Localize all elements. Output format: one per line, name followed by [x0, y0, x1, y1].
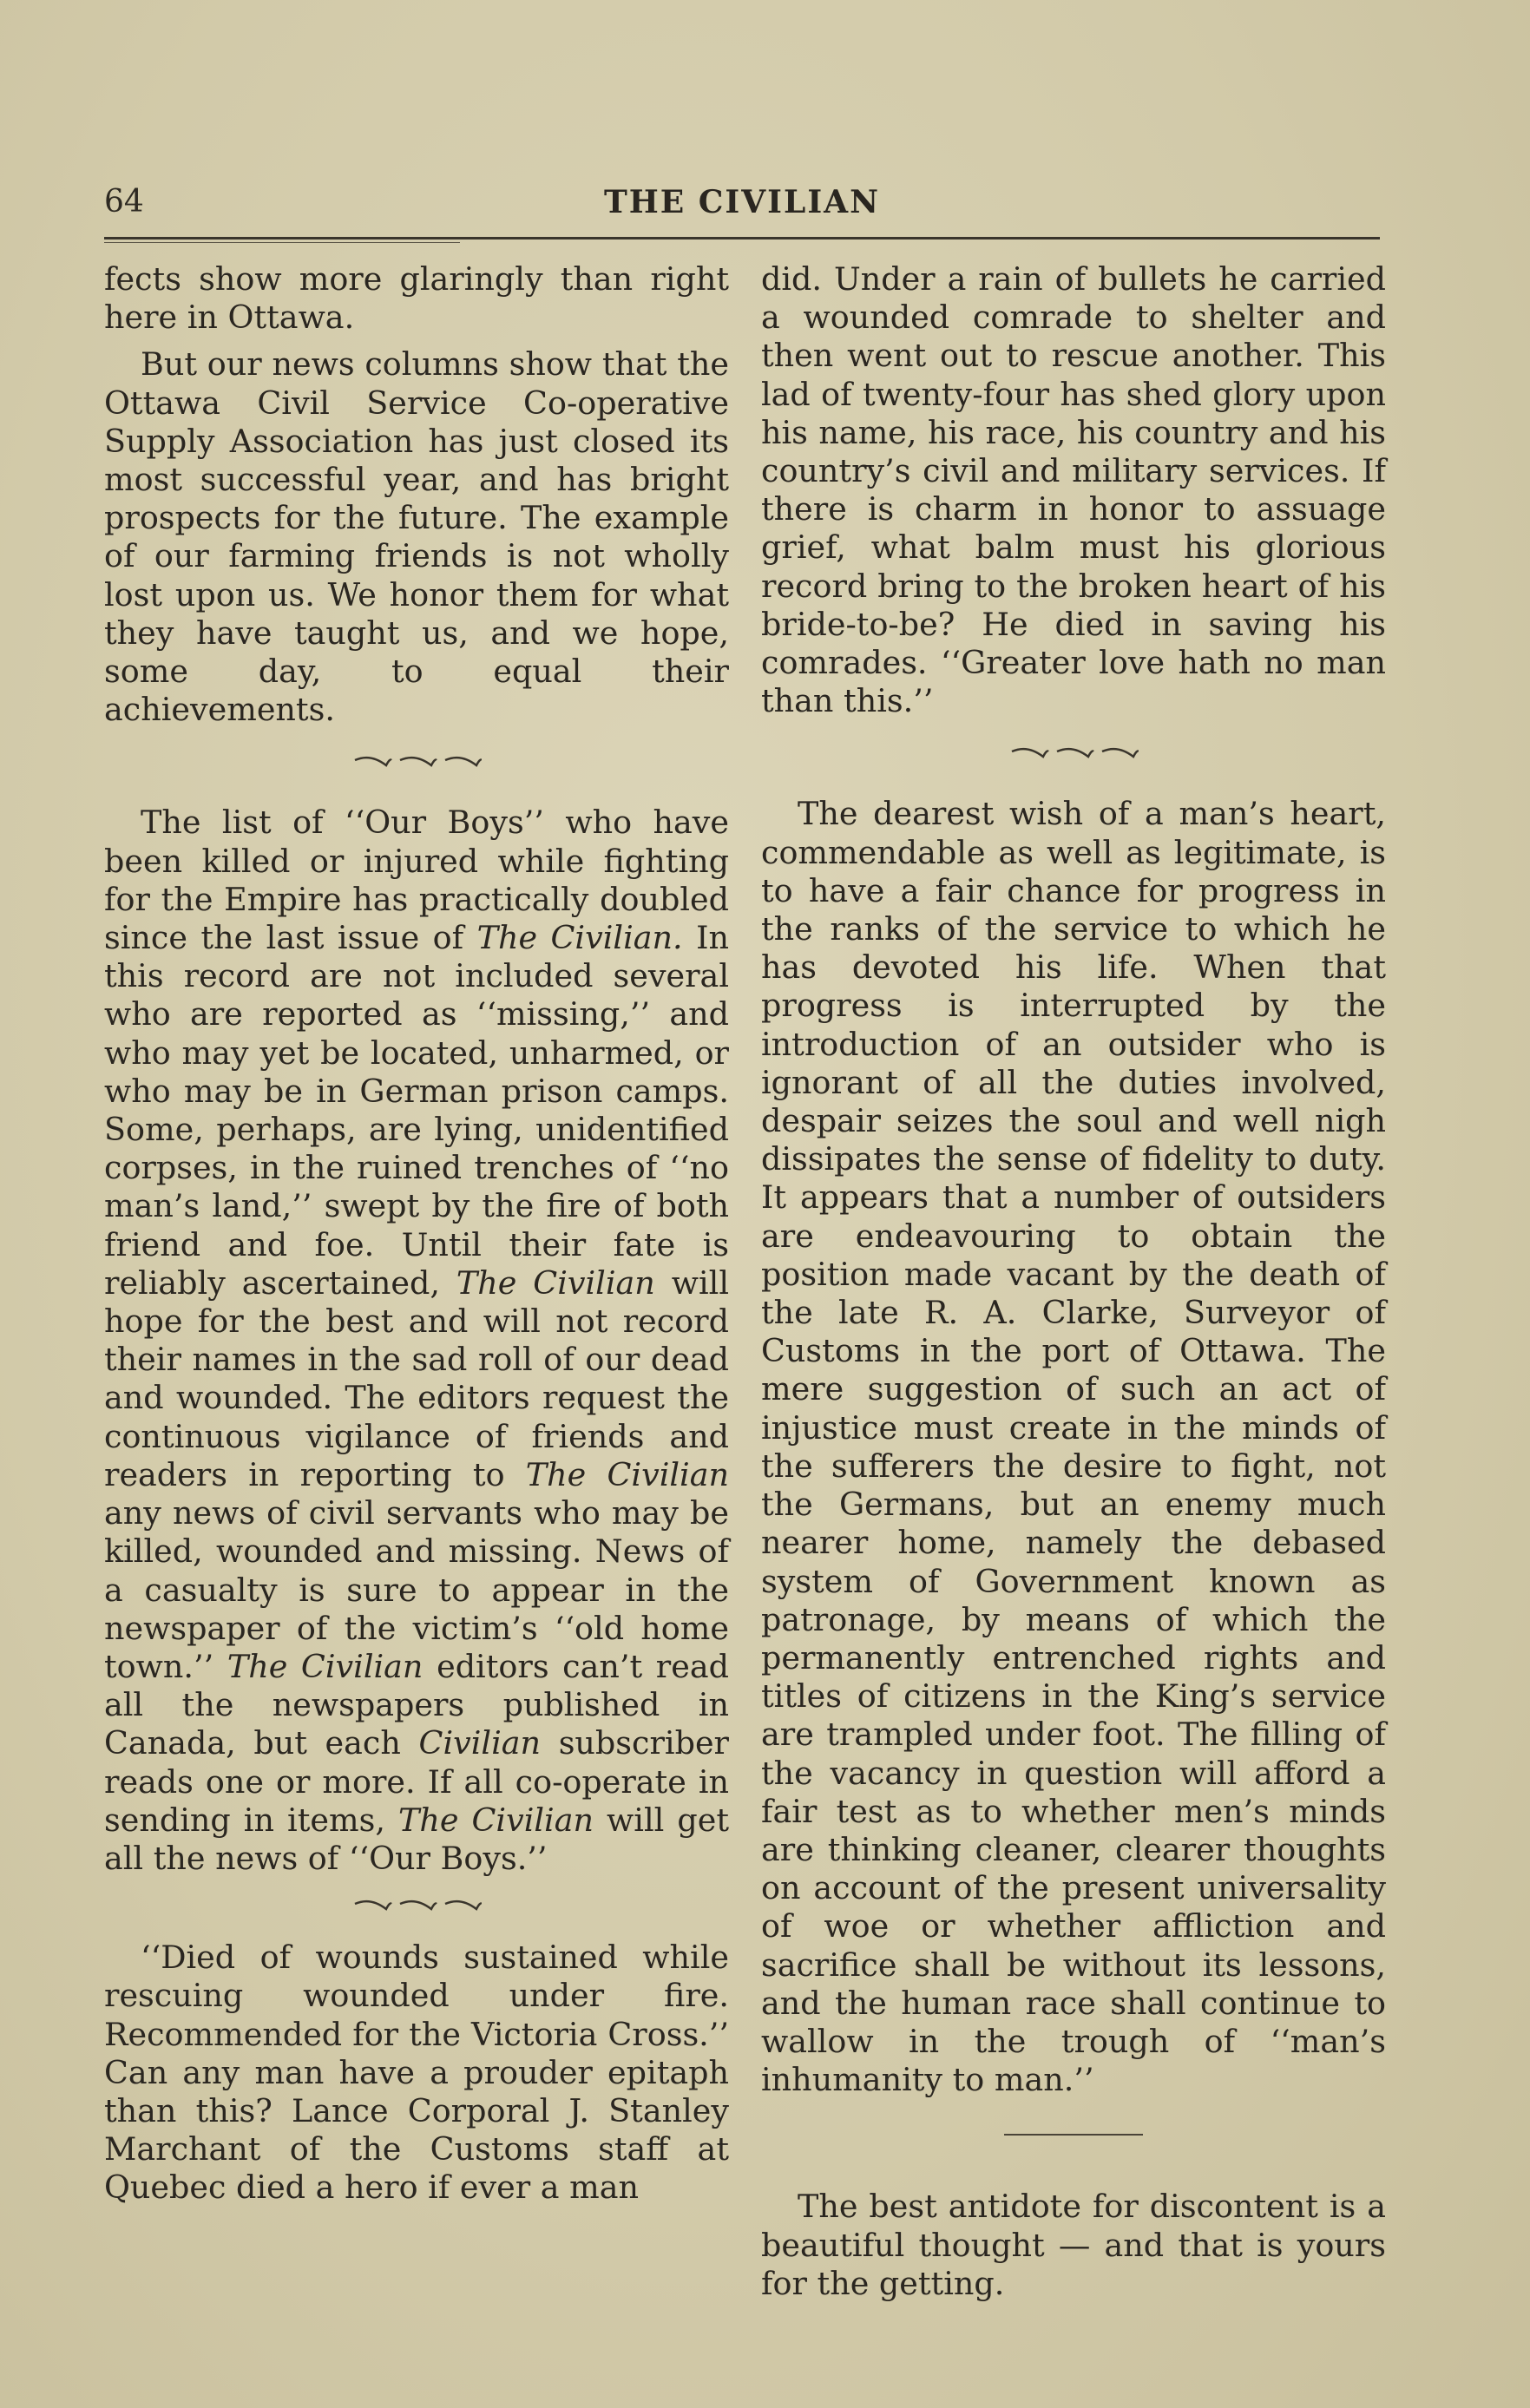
p3-text-i: editors can’t read all the newspapers published in Canada, but each — [104, 1647, 729, 1762]
page-number: 64 — [104, 184, 144, 220]
section-ornament — [104, 741, 729, 783]
p3-text-a: The list of ‘‘Our Boys’’ who have been killed or injured while fighting for the Empire has practically doubled since the last issue of — [104, 804, 729, 957]
wave-ornament-icon — [351, 751, 482, 772]
left-column — [104, 260, 729, 2208]
section-ornament — [761, 732, 1386, 774]
p3-italic-h: The Civilian — [227, 1647, 424, 1685]
p3-text-c: In this record are not included several who are reported as ‘‘missing,’’ and who may yet be located, unharmed, or who may be in German prison camps. Some, perhaps, are lying, unidentified corpses, in the ruined trenches of ‘‘no man’s land,’’ swept by the fire of both friend and foe. Until their fate is reliably ascertained, — [104, 919, 730, 1302]
right-paragraph-1: did. Under a rain of bullets he carried a wounded comrade to shelter and then went out to rescue another. This lad of twenty-four has shed glory upon his name, his race, his country and his country’s civil and military services. If there is charm in honor to assuage grief, what balm must his glorious record bring to the broken heart of his bride-to-be? He died in saving his comrades. ‘‘Greater love hath no man than this.’’ — [761, 260, 1386, 720]
left-paragraph-1: fects show more glaringly than right here in Ottawa. — [104, 260, 729, 337]
p3-text-m: will get all the news of ‘‘Our Boys.’’ — [104, 1801, 729, 1877]
p3-italic-f: The Civilian — [525, 1455, 729, 1493]
p3-italic-d: The Civilian — [456, 1263, 655, 1302]
left-paragraph-4: ‘‘Died of wounds sustained while rescuing wounded under fire. Recommended for the Victoria Cross.’’ Can any man have a prouder epitaph than this? Lance Corporal J. Stanley Marchant of the Customs staff at Quebec died a hero if ever a man — [104, 1939, 729, 2207]
p3-italic-j: Civilian — [418, 1724, 542, 1762]
p3-text-k: subscriber reads one or more. If all co-operate in sending in items, — [104, 1724, 730, 1839]
journal-title: THE CIVILIAN — [603, 184, 881, 220]
p3-italic-l: The Civilian — [397, 1801, 594, 1839]
left-paragraph-2: But our news columns show that the Ottawa Civil Service Co-operative Supply Association has just closed its most successful year, and has bright prospects for the future. The example of our farming friends is not wholly lost upon us. We honor them for what they have taught us, and we hope, some day, to equal their achievements. — [104, 345, 729, 729]
section-ornament — [104, 1885, 729, 1926]
p3-italic-b: The Civilian. — [476, 919, 683, 957]
wave-ornament-icon — [1008, 743, 1139, 764]
header-rule-thin — [104, 242, 460, 243]
header-rule — [104, 237, 1380, 239]
right-column — [761, 260, 1386, 2303]
page-header — [104, 180, 1380, 233]
right-paragraph-3: The best antidote for discontent is a beautiful thought — and that is yours for the getting. — [761, 2188, 1386, 2302]
left-paragraph-3 — [104, 804, 729, 1878]
p3-text-g: any news of civil servants who may be killed, wounded and missing. News of a casualty is sure to appear in the newspaper of the victim’s ‘‘old home town.’’ — [104, 1494, 729, 1685]
right-paragraph-2: The dearest wish of a man’s heart, commendable as well as legitimate, is to have a fair chance for progress in the ranks of the service to which he has devoted his life. When that progress is interrupted by the introduction of an outsider who is ignorant of all the duties involved, despair seizes the soul and well nigh dissipates the sense of fidelity to duty. It appears that a number of outsiders are endeavouring to obtain the position made vacant by the death of the late R. A. Clarke, Surveyor of Customs in the port of Ottawa. The mere suggestion of such an act of injustice must create in the minds of the sufferers the desire to fight, not the Germans, but an enemy much nearer home, namely the debased system of Government known as patronage, by means of which the permanently entrenched rights and titles of citizens in the King’s service are trampled under foot. The filling of the vacancy in question will afford a fair test as to whether men’s minds are thinking cleaner, clearer thoughts on account of the present universality of woe or whether affliction and sacrifice shall be without its lessons, and the human race shall continue to wallow in the trough of ‘‘man’s inhumanity to man.’’ — [761, 795, 1386, 2099]
p3-text-e: will hope for the best and will not record their names in the sad roll of our dead and wounded. The editors request the continuous vigilance of friends and readers in reporting to — [104, 1263, 729, 1493]
wave-ornament-icon — [351, 1895, 482, 1916]
